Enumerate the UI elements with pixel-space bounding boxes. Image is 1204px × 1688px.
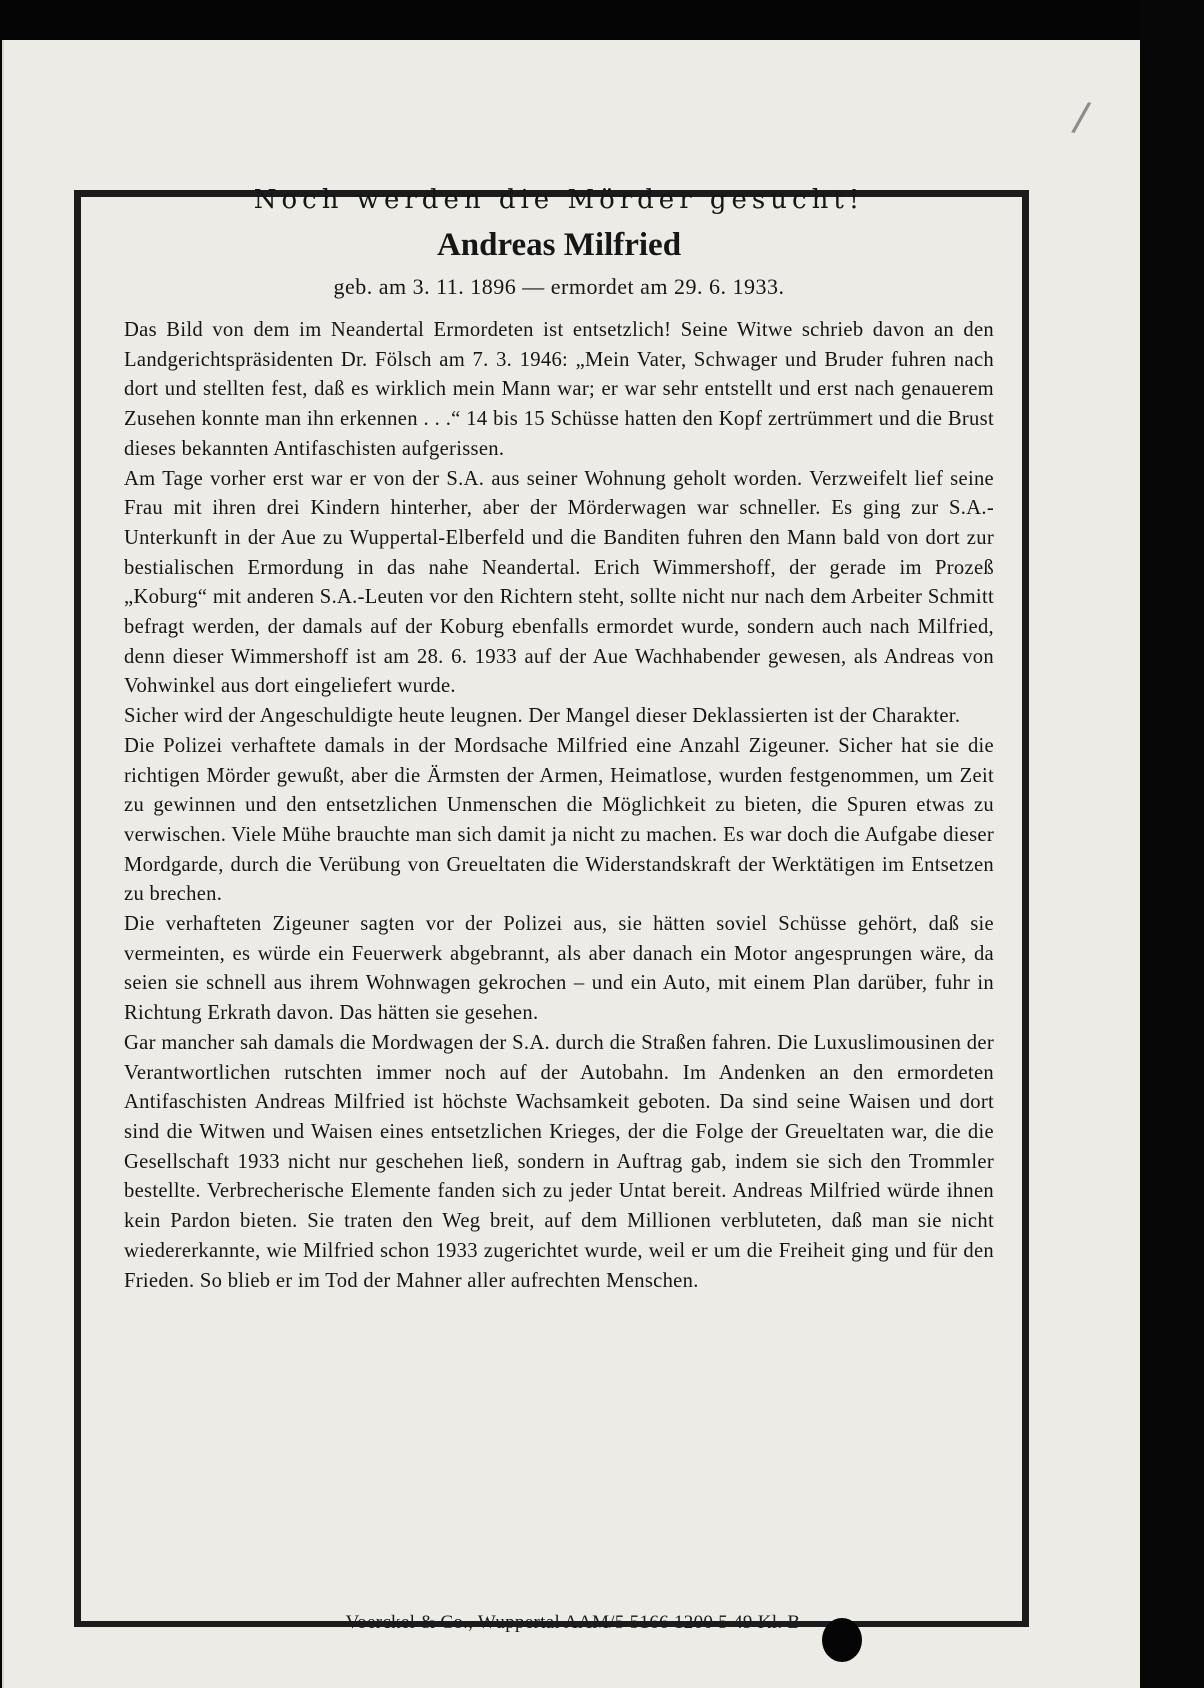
paragraph: Sicher wird der Angeschuldigte heute leugnen. Der Mangel dieser Deklassierten ist der Charakter. <box>124 705 961 728</box>
paragraph: Die Polizei verhaftete damals in der Mordsache Milfried eine Anzahl Zigeuner. Sicher hat sie die richtigen Mörder gewußt, aber die Ärmsten der Armen, Heimatlose, wurden festgenommen, um Zeit zu gewinnen und den entsetzlichen Unmenschen die Möglichkeit zu bieten, die Spuren etwas zu verwischen. Viele Mühe brauchte man sich damit ja nicht zu machen. Es war doch die Aufgabe dieser Mordgarde, durch die Verübung von Greueltaten die Widerstandskraft der Werktätigen im Entsetzen zu brechen. <box>124 734 994 906</box>
paragraph: Am Tage vorher erst war er von der S.A. aus seiner Wohnung geholt worden. Verzweifelt lief seine Frau mit ihren drei Kindern hinterher, aber der Mörderwagen war schneller. Es ging zur S.A.-Unterkunft in der Aue zu Wuppertal-Elberfeld und die Banditen fuhren den Mann bald von dort zur bestialischen Ermordung in das nahe Neandertal. Erich Wimmershoff, der gerade im Prozeß „Koburg“ mit anderen S.A.-Leuten vor den Richtern steht, sollte nicht nur nach dem Arbeiter Schmitt befragt werden, der damals auf der Koburg ebenfalls ermordet wurde, sondern auch nach Milfried, denn dieser Wimmershoff ist am 28. 6. 1933 auf der Aue Wachhabender gewesen, als Andreas von Vohwinkel aus dort eingeliefert wurde. <box>124 467 994 698</box>
paragraph: Gar mancher sah damals die Mordwagen der S.A. durch die Straßen fahren. Die Luxuslimousinen der Verantwortlichen rutschten immer noch auf der Autobahn. Im Andenken an den ermordeten Antifaschisten Andreas Milfried ist höchste Wachsamkeit geboten. Da sind seine Waisen und dort sind die Witwen und Waisen eines entsetzlichen Krieges, der die Folge der Greueltaten war, die die Gesellschaft 1933 nicht nur geschehen ließ, sondern in Auftrag gab, indem sie sich den Trommler bestellte. Verbrecherische Elemente fanden sich zu jeder Untat bereit. Andreas Milfried würde ihnen kein Pardon bieten. Sie traten den Weg breit, auf dem Millionen verbluteten, daß man sie nicht wiedererkannte, wie Milfried schon 1933 zugerichtet wurde, weil er um die Freiheit ging und für den Frieden. So blieb er im Tod der Mahner aller aufrechten Menschen. <box>124 1031 994 1292</box>
paragraph: Das Bild von dem im Neandertal Ermordeten ist entsetzlich! Seine Witwe schrieb davon an den Landgerichtspräsidenten Dr. Fölsch am 7. 3. 1946: „Mein Vater, Schwager und Bruder fuhren nach dort und stellten fest, daß es wirklich mein Mann war; er war sehr entstellt und erst nach genauerem Zusehen konnte man ihn erkennen . . .“ 14 bis 15 Schüsse hatten den Kopf zertrümmert und die Brust dieses bekannten Antifaschisten aufgerissen. <box>124 319 994 460</box>
scan-background-edge <box>1140 0 1204 1688</box>
victim-name: Andreas Milfried <box>436 227 682 263</box>
life-dates: geb. am 3. 11. 1896 — ermordet am 29. 6. 1933. <box>333 274 785 299</box>
punch-hole <box>822 1618 862 1662</box>
notice-content <box>124 185 994 1296</box>
paper-sheet <box>2 40 1142 1688</box>
border-scratch <box>82 1200 86 1250</box>
pencil-mark: / <box>1069 93 1093 142</box>
notice-heading: Noch werden die Mörder gesucht! <box>253 185 865 215</box>
paragraph: Die verhafteten Zigeuner sagten vor der Polizei aus, sie hätten soviel Schüsse gehört, daß sie vermeinten, es würde ein Feuerwerk abgebrannt, als aber danach ein Motor angesprungen wäre, da seien sie schnell aus ihrem Wohnwagen gekrochen – und ein Auto, mit einem Plan darüber, fuhr in Richtung Erkrath davon. Das hätten sie gesehen. <box>124 913 994 1025</box>
printer-imprint: Voerckel & Co., Wuppertal AAM/5 5166 1200 5 49 Kl. B <box>345 1612 801 1633</box>
notice-body <box>124 316 994 1296</box>
